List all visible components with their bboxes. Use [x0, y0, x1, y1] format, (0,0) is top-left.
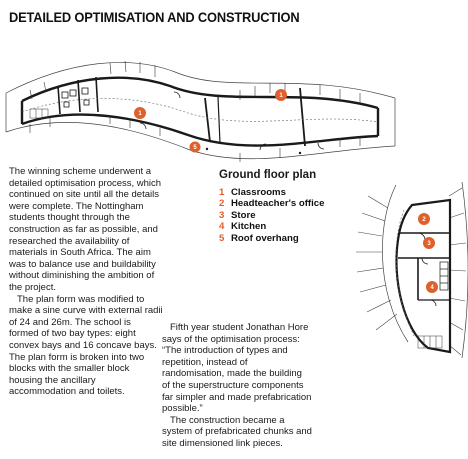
body-column-left: [9, 166, 163, 398]
marker-headteacher-office: [418, 213, 430, 225]
legend-label: Store: [231, 209, 256, 221]
marker-roof-overhang-label: 5: [193, 145, 197, 152]
body-paragraph: The construction became a system of prefabricated chunks and site dimensioned link pieces.: [162, 414, 312, 449]
main-dashed-line: [22, 98, 378, 122]
marker-store-label: 3: [427, 241, 431, 248]
main-partition-2: [78, 80, 80, 112]
main-roof-outline-bottom: [6, 122, 395, 158]
legend-number: 2: [219, 198, 225, 210]
main-partition-3: [96, 77, 98, 112]
plan-legend: [219, 169, 344, 244]
legend-number: 4: [219, 221, 225, 233]
legend-label: Headteacher's office: [231, 198, 325, 210]
legend-label: Roof overhang: [231, 232, 299, 244]
legend-item-classrooms: [219, 187, 344, 198]
legend-title: Ground floor plan: [219, 169, 317, 181]
main-partition-1: [58, 86, 60, 114]
marker-classroom-b-label: 1: [279, 93, 283, 100]
main-block: [6, 61, 395, 162]
legend-label: Kitchen: [231, 221, 267, 233]
marker-store: [423, 237, 435, 249]
marker-classroom-b: [275, 89, 287, 101]
marker-classroom-a: [134, 107, 146, 119]
marker-classroom-a-label: 1: [138, 111, 142, 118]
marker-kitchen-label: 4: [430, 285, 434, 292]
body-paragraph: The winning scheme underwent a detailed optimisation process, which continued on site until all the details were complete. The Nottingham students thought through the construction as far as possible, and researched the availability of materials in South Africa. The aim was to balance use and buildability without diminishing the ambition of the project.: [9, 166, 162, 293]
article-heading: DETAILED OPTIMISATION AND CONSTRUCTION: [9, 9, 300, 25]
small-dashed-line: [396, 210, 414, 336]
legend-item-roof-overhang: [219, 233, 344, 244]
small-block: [356, 182, 468, 358]
legend-item-kitchen: [219, 221, 344, 232]
legend-number: 1: [219, 187, 225, 198]
main-wall-south: [22, 115, 378, 146]
legend-number: 3: [219, 209, 225, 221]
main-wall-north: [22, 78, 378, 108]
main-partition-4: [205, 98, 210, 142]
legend-item-headteacher-office: [219, 198, 344, 209]
main-partition-5: [218, 97, 220, 143]
marker-roof-overhang: [190, 142, 201, 153]
legend-label: Classrooms: [231, 187, 286, 198]
body-column-middle: [162, 322, 312, 450]
marker-kitchen: [426, 281, 438, 293]
small-roof-outline-right: [462, 182, 468, 358]
main-roof-outline-top: [6, 62, 395, 98]
legend-item-store: [219, 210, 344, 221]
marker-headteacher-office-label: 2: [422, 217, 426, 224]
body-paragraph: Fifth year student Jonathan Hore says of the optimisation process: “The introduction of types and repetition, instead of randomisation, made the building of the superstructure components far simpler and made prefabrication possible.”: [162, 322, 312, 415]
main-column-dots: [206, 148, 301, 154]
toilet-cubicles: [62, 88, 89, 107]
legend-number: 5: [219, 232, 225, 244]
body-paragraph: The plan form was modified to make a sine curve with external radii of 24 and 26m. The school is formed of two bay types: eight convex bays and 16 concave bays. The plan form is broken into two blocks with the smaller block housing the ancillary accommodation and toilets.: [9, 293, 163, 398]
kitchen-counter: [440, 262, 448, 290]
small-roof-outline: [382, 185, 408, 342]
